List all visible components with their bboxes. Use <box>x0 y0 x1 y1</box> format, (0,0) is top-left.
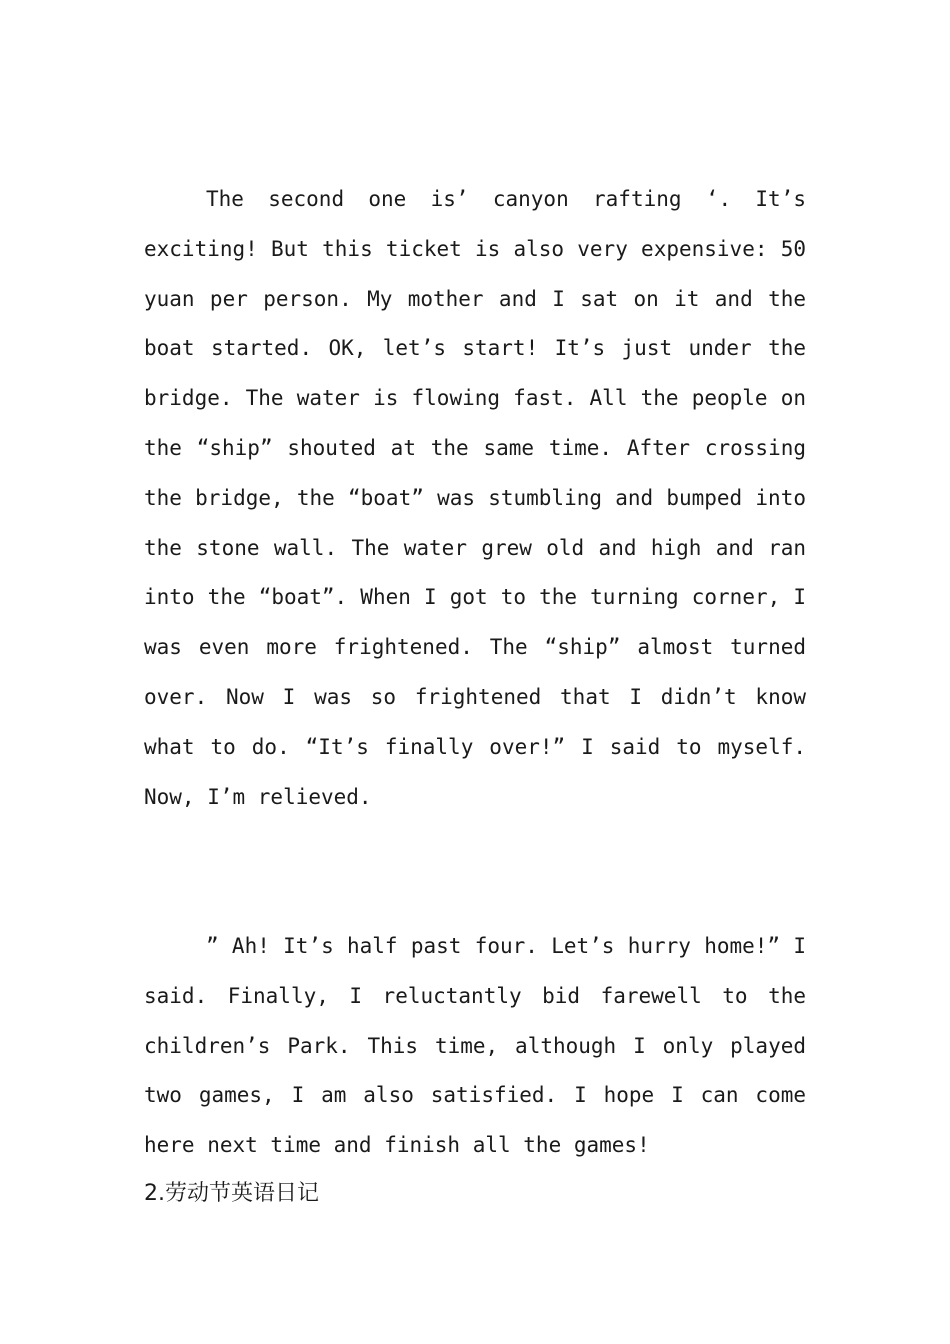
body-paragraph: The second one is’ canyon rafting ‘. It’s exciting! But this ticket is also very expensive: 50 yuan per person. My mother and I sat on it and the boat started. OK, let’s start! It’s just under the bridge. The water is flowing fast. All the people on the “ship” shouted at the same time. After crossing the bridge, the “boat” was stumbling and bumped into the stone wall. The water grew old and high and ran into the “boat”. When I got to the turning corner, I was even more frightened. The “ship” almost turned over. Now I was so frightened that I didn’t know what to do. “It’s finally over!” I said to myself. Now, I’m relieved. <box>144 187 806 809</box>
section-heading: 2.劳动节英语日记 <box>144 1181 319 1206</box>
body-paragraph: ” Ah! It’s half past four. Let’s hurry home!” I said. Finally, I reluctantly bid farewell to the children’s Park. This time, although I only played two games, I am also satisfied. I hope I can come here next time and finish all the games! <box>144 934 806 1158</box>
